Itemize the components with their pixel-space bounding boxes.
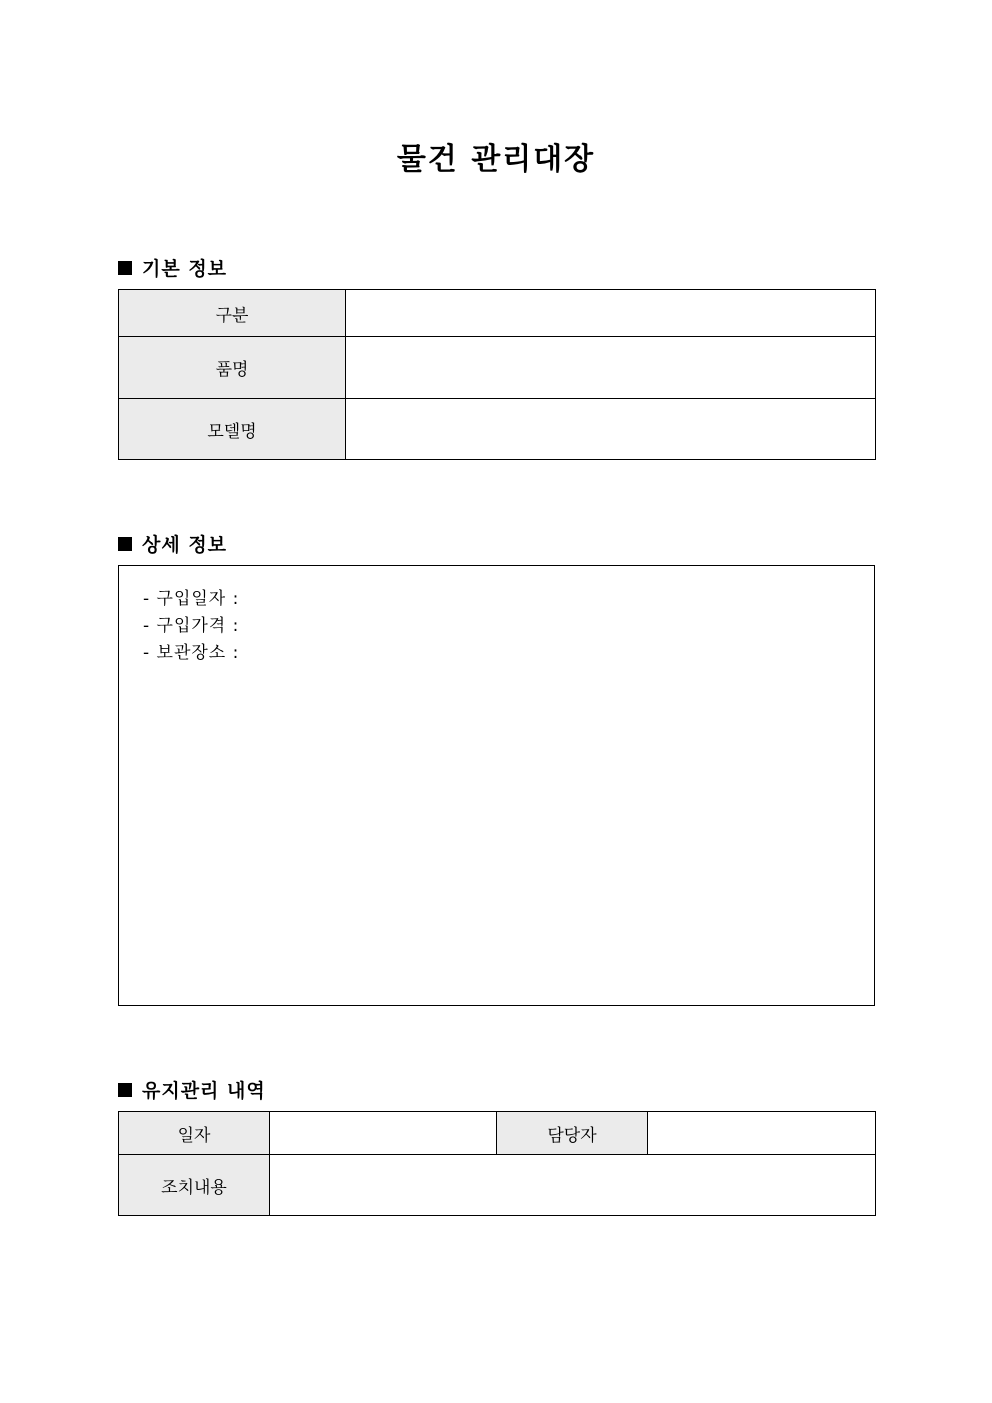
- table-row: [119, 290, 876, 337]
- basic-info-heading: [118, 254, 227, 281]
- date-label: 일자: [119, 1112, 270, 1155]
- document-title: 물건 관리대장: [396, 142, 596, 177]
- basic-info-heading-text: 기본 정보: [142, 258, 228, 280]
- category-label: 구분: [119, 290, 346, 337]
- action-value[interactable]: [270, 1155, 876, 1216]
- maintenance-heading-text: 유지관리 내역: [142, 1080, 266, 1102]
- square-bullet-icon: [118, 1083, 132, 1097]
- purchase-date-line: - 구입일자 :: [143, 589, 240, 609]
- square-bullet-icon: [118, 261, 132, 275]
- date-value[interactable]: [270, 1112, 497, 1155]
- table-row: [119, 337, 876, 399]
- maintenance-heading: [118, 1076, 266, 1103]
- storage-location-line: - 보관장소 :: [143, 643, 240, 663]
- category-value[interactable]: [346, 290, 876, 337]
- model-name-label: 모델명: [119, 399, 346, 460]
- detail-info-box[interactable]: [118, 565, 875, 1006]
- model-name-value[interactable]: [346, 399, 876, 460]
- table-row: [119, 1155, 876, 1216]
- manager-value[interactable]: [648, 1112, 876, 1155]
- table-row: [119, 1112, 876, 1155]
- action-label: 조치내용: [119, 1155, 270, 1216]
- square-bullet-icon: [118, 537, 132, 551]
- item-name-label: 품명: [119, 337, 346, 399]
- basic-info-table: [118, 289, 876, 460]
- detail-list: [119, 566, 874, 667]
- purchase-price-line: - 구입가격 :: [143, 616, 240, 636]
- detail-info-heading-text: 상세 정보: [142, 534, 228, 556]
- manager-label: 담당자: [497, 1112, 648, 1155]
- detail-info-heading: [118, 530, 227, 557]
- item-name-value[interactable]: [346, 337, 876, 399]
- table-row: [119, 399, 876, 460]
- maintenance-table: [118, 1111, 876, 1216]
